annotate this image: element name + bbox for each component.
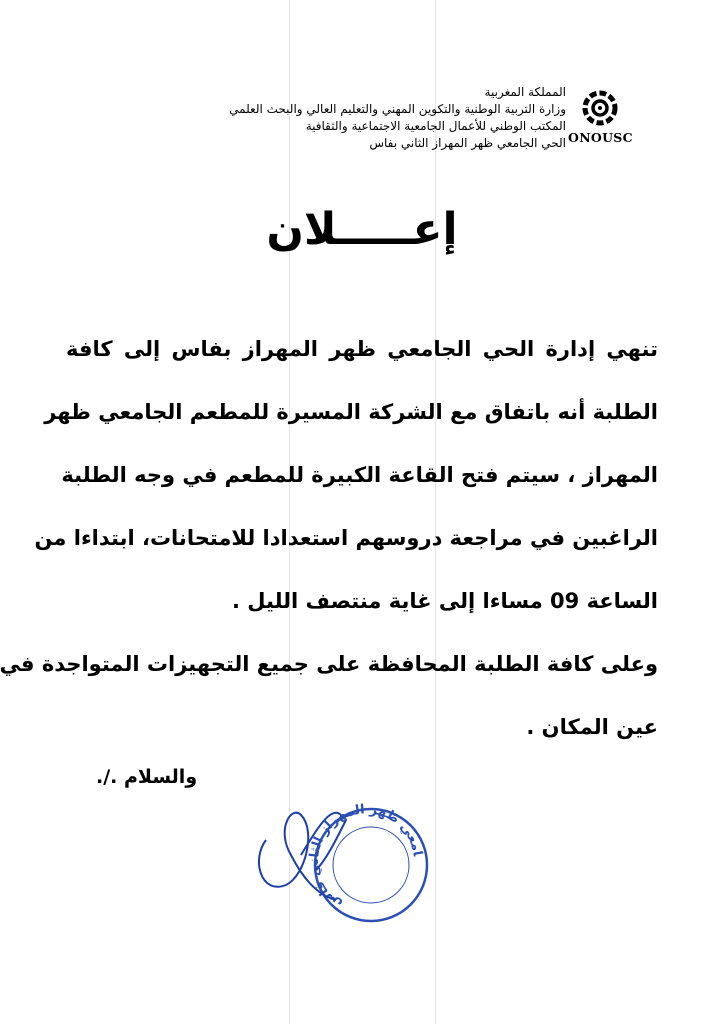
header-ministry: وزارة التربية الوطنية والتكوين المهني والتعليم العالي والبحث العلمي	[229, 102, 566, 116]
body-line: الراغبين في مراجعة دروسهم استعدادا للامتحانات، ابتداءا من	[34, 526, 658, 550]
header-office: المكتب الوطني للأعمال الجامعية الاجتماعية والثقافية	[305, 119, 566, 133]
body-line: وعلى كافة الطلبة المحافظة على جميع التجهيزات المتواجدة في	[0, 652, 658, 676]
closing-salutation: والسلام ./.	[96, 766, 198, 788]
official-stamp	[246, 800, 436, 930]
svg-text:الحي الجامعي ظهر المهراز الثان: امعي ظهر المهراز الثاني فاس	[306, 802, 425, 913]
body-line: الساعة 09 مساءا إلى غاية منتصف الليل .	[231, 589, 658, 613]
body-line: المهراز ، سيتم فتح القاعة الكبيرة للمطعم في وجه الطلبة	[61, 463, 658, 487]
header-residence: الحي الجامعي ظهر المهراز الثاني بفاس	[369, 136, 566, 150]
body-line: الطلبة أنه باتفاق مع الشركة المسيرة للمطعم الجامعي ظهر	[44, 400, 658, 424]
onousc-logo	[568, 88, 632, 162]
header-kingdom: المملكة المغربية	[484, 85, 566, 99]
stamp-signature-graphic	[246, 800, 436, 930]
letterhead	[186, 84, 566, 152]
announcement-title: إعـــــلان	[266, 204, 458, 255]
logo-icon	[580, 88, 620, 128]
announcement-body	[0, 318, 658, 759]
body-line: عين المكان .	[526, 715, 658, 739]
logo-text: ONOUSC	[568, 130, 633, 145]
body-line: تنهي إدارة الحي الجامعي ظهر المهراز بفاس إلى كافة	[66, 337, 658, 361]
